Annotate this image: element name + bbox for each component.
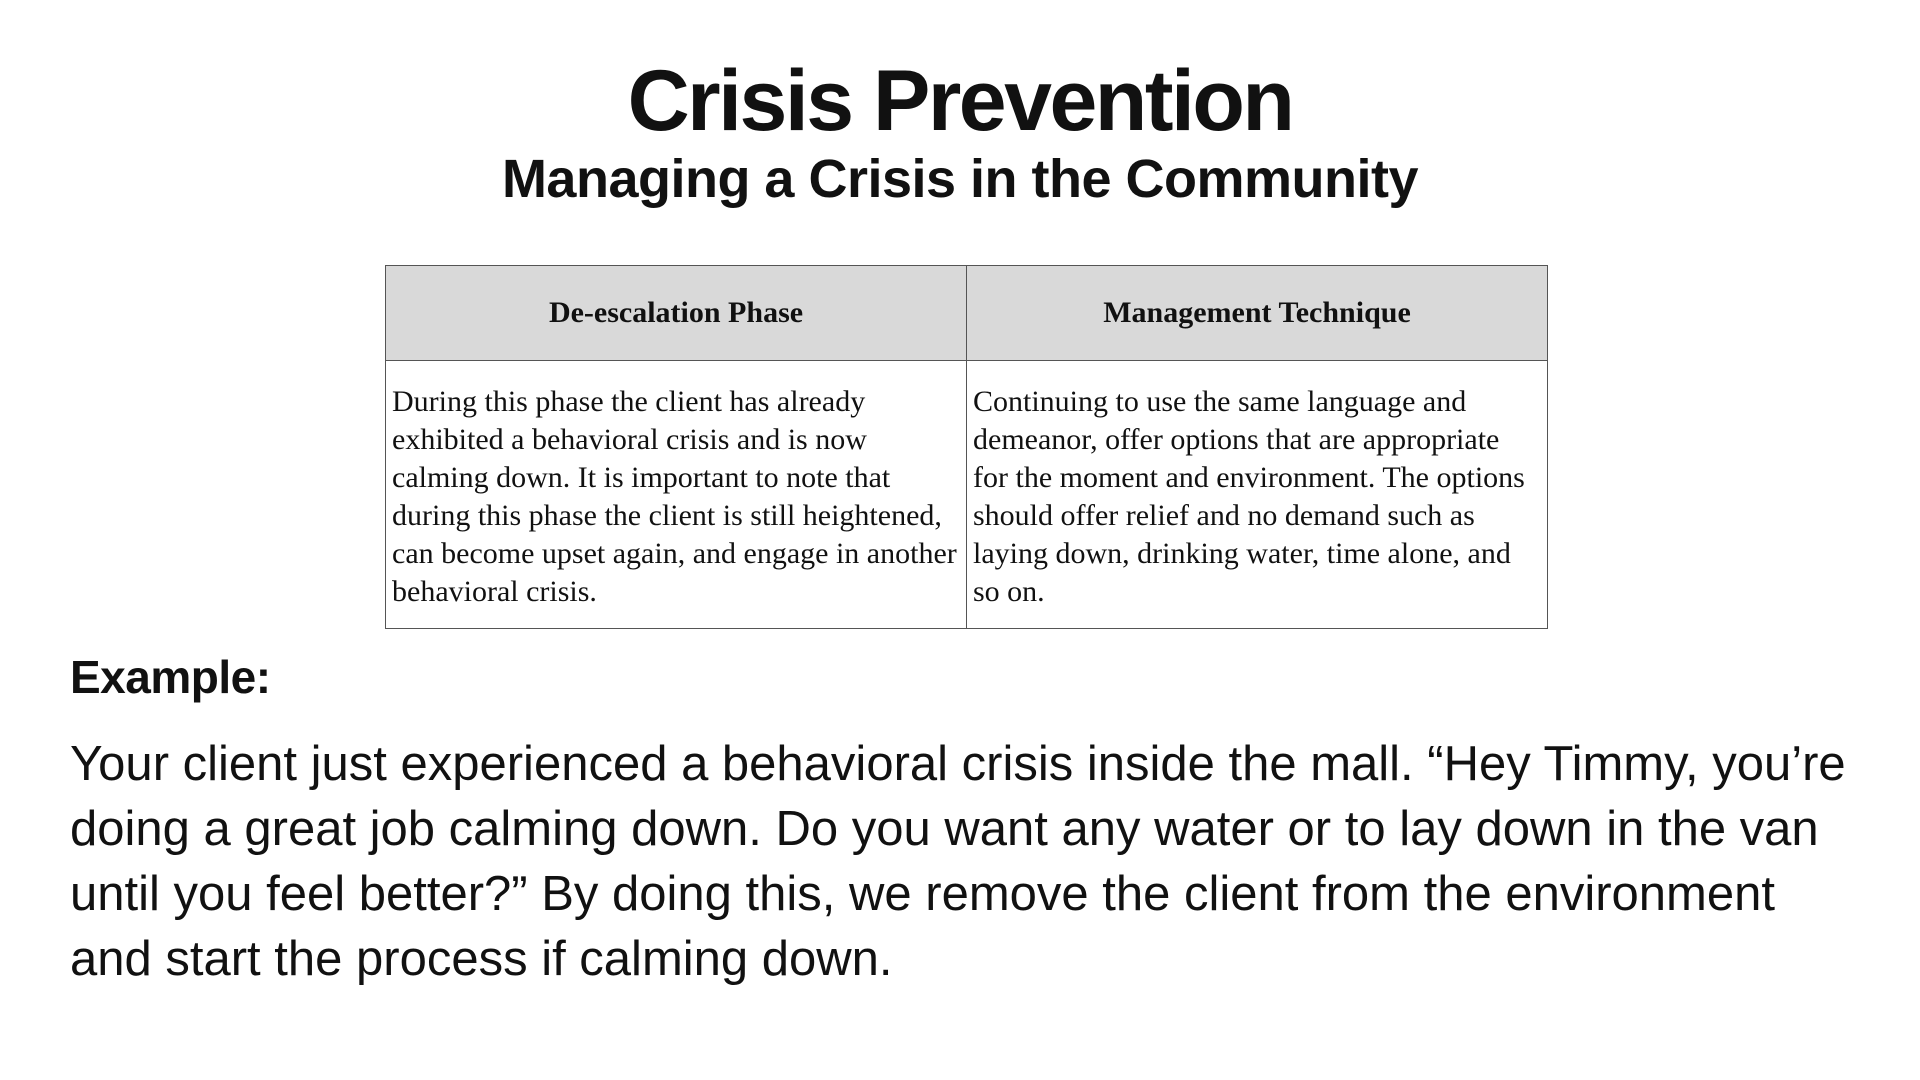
table-header-row bbox=[386, 266, 1548, 361]
example-label: Example: bbox=[70, 651, 271, 703]
phase-technique-table bbox=[385, 265, 1548, 629]
slide-title: Crisis Prevention bbox=[627, 53, 1293, 149]
table-header-technique: Management Technique bbox=[967, 266, 1548, 361]
example-text: Your client just experienced a behavioral crisis inside the mall. “Hey Timmy, you’re doing a great job calming down. Do you want any water or to lay down in the van until you feel better?” By doing this, we remove the client from the environment and start the process if calming down. bbox=[70, 737, 1846, 986]
table-header-phase: De-escalation Phase bbox=[386, 266, 967, 361]
table-cell-technique: Continuing to use the same language and demeanor, offer options that are appropriate for the moment and environment. The options should offer relief and no demand such as laying down, drinking water, time alone, and so on. bbox=[967, 361, 1548, 629]
table-cell-phase: During this phase the client has already exhibited a behavioral crisis and is now calming down. It is important to note that during this phase the client is still heightened, can become upset again, and engage in another behavioral crisis. bbox=[386, 361, 967, 629]
table-row bbox=[386, 361, 1548, 629]
slide-subtitle: Managing a Crisis in the Community bbox=[501, 149, 1419, 209]
